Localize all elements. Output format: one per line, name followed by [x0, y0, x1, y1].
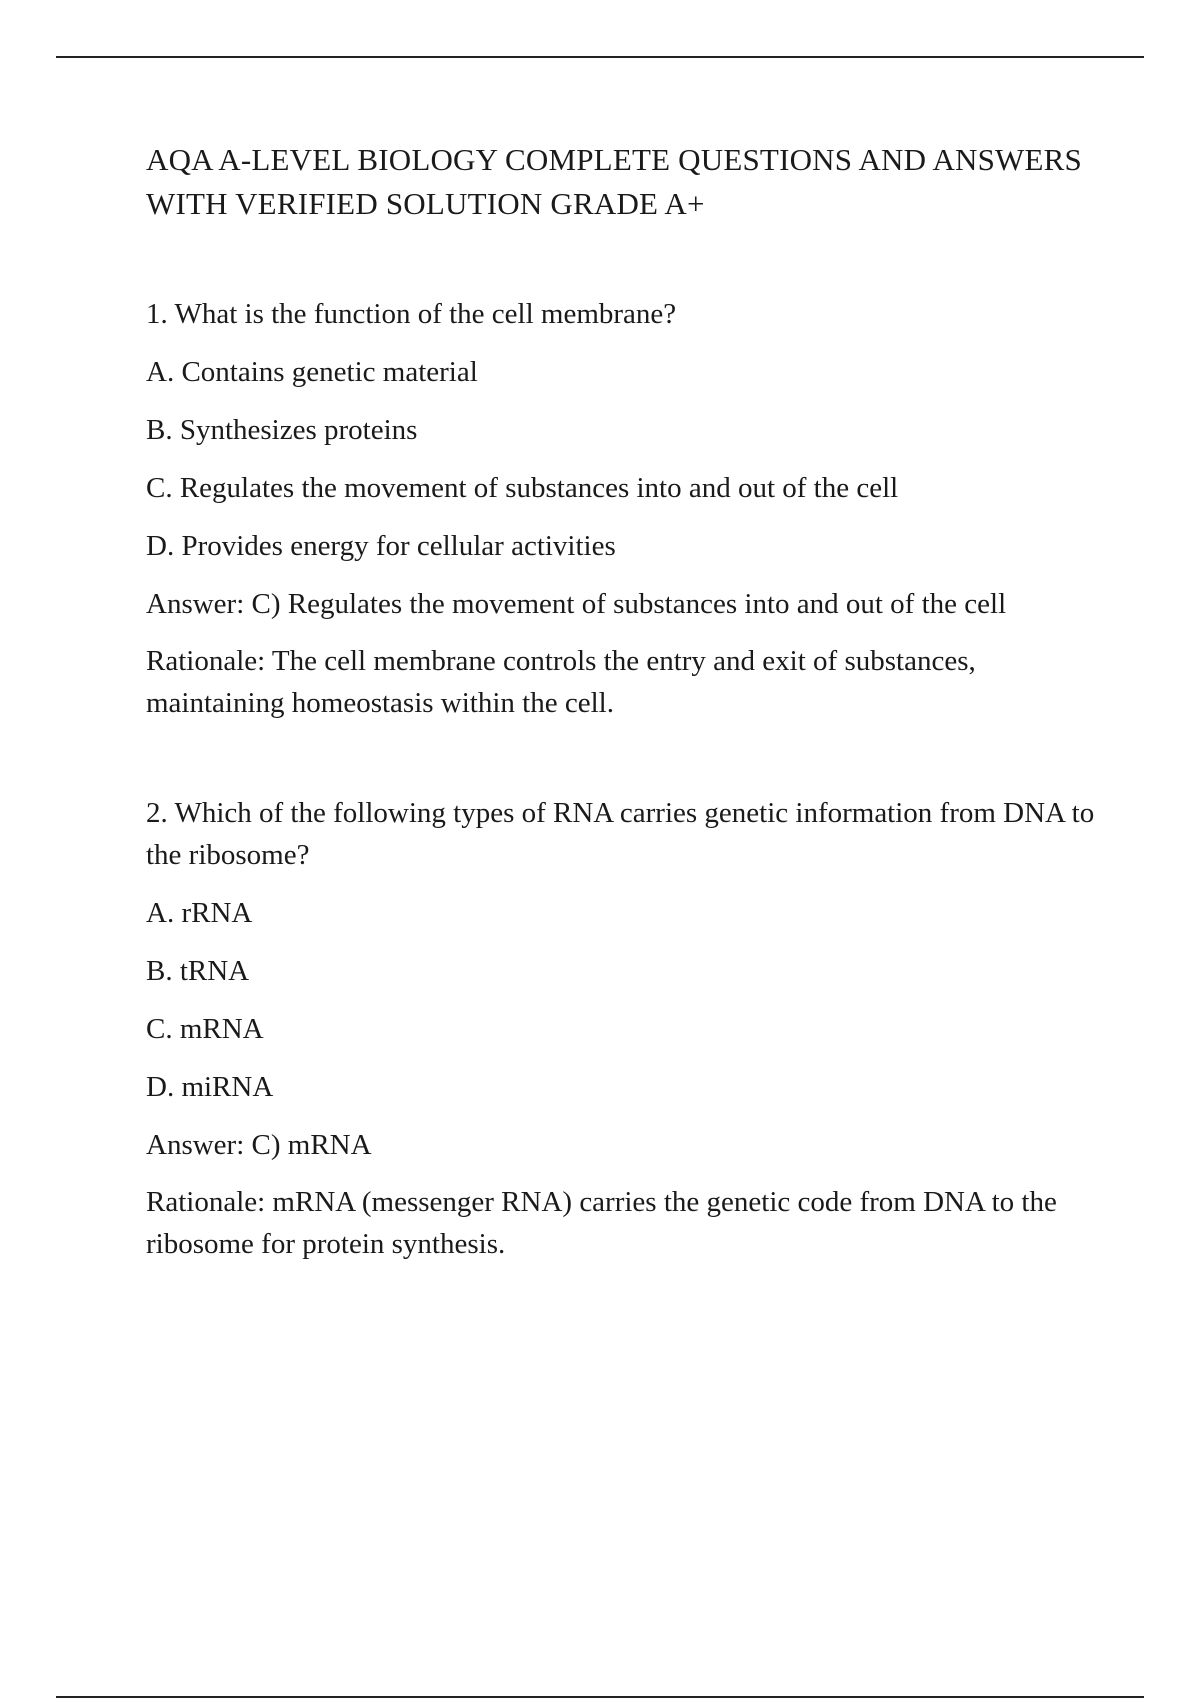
document-body — [146, 138, 1096, 1265]
answer-text: Answer: C) mRNA — [146, 1129, 372, 1161]
question-text: 2. Which of the following types of RNA carries genetic information from DNA to the ribosome? — [146, 797, 1095, 871]
option-d: D. Provides energy for cellular activities — [146, 530, 616, 562]
document-title: AQA A-LEVEL BIOLOGY COMPLETE QUESTIONS AND ANSWERS WITH VERIFIED SOLUTION GRADE A+ — [146, 142, 1082, 221]
option-c: C. mRNA — [146, 1013, 264, 1045]
option-d: D. miRNA — [146, 1071, 274, 1103]
answer-text: Answer: C) Regulates the movement of substances into and out of the cell — [146, 588, 1007, 620]
rationale-text: Rationale: The cell membrane controls the entry and exit of substances, maintaining homeostasis within the cell. — [146, 645, 976, 719]
bottom-divider — [56, 1696, 1144, 1698]
option-a: A. Contains genetic material — [146, 356, 478, 388]
question-1 — [146, 293, 1096, 724]
question-text: 1. What is the function of the cell membrane? — [146, 298, 677, 330]
option-b: B. tRNA — [146, 955, 250, 987]
option-b: B. Synthesizes proteins — [146, 414, 418, 446]
rationale-text: Rationale: mRNA (messenger RNA) carries the genetic code from DNA to the ribosome for protein synthesis. — [146, 1186, 1057, 1260]
option-a: A. rRNA — [146, 897, 253, 929]
top-divider — [56, 56, 1144, 58]
question-2 — [146, 792, 1096, 1265]
option-c: C. Regulates the movement of substances into and out of the cell — [146, 472, 899, 504]
